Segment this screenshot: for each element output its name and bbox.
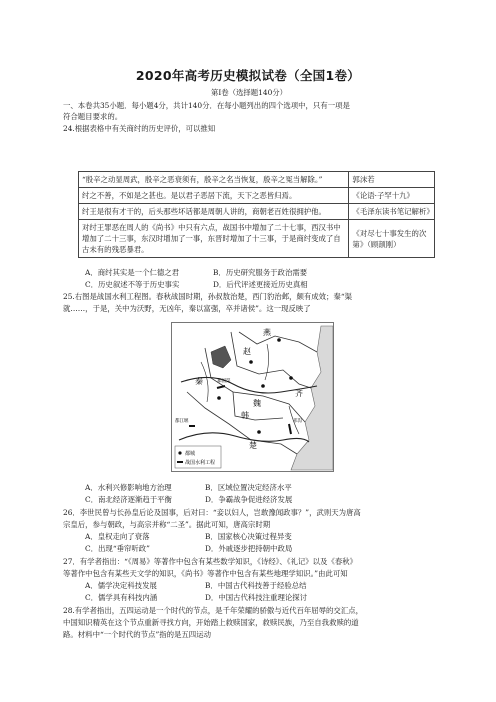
q28-line-2: 中国知识精英在这个节点重新寻找方向，开始踏上救赎国家，救赎民族，乃至自我救赎的道 (63, 618, 359, 627)
table-cell-source: 《毛泽东读书笔记解析》 (349, 204, 435, 220)
q26-line-1: 26．李世民曾与长孙皇后论及国事，后对曰：“妾以妇人，岂敢豫闻政事？”，武则天为唐高 (63, 508, 361, 517)
table-cell-source: 《论语·子罕十九》 (349, 188, 435, 204)
section-heading: 第Ⅰ卷（选择题140分） (210, 88, 288, 97)
q25-stem-line-1: 25.右图是战国水利工程图。春秋战国时期，孙叔敖治楚，西门豹治邺，颇有成效；秦“渠 (63, 292, 352, 301)
table-cell-source: 郭沫若 (349, 172, 435, 188)
q25-option-a: A．水利兴修影响地方治理 (85, 483, 172, 492)
q26-options-row-2 (85, 544, 292, 554)
q25-options-row-1 (85, 483, 292, 493)
q24-options-row-2 (85, 280, 308, 290)
map-label-yan: 燕 (263, 328, 271, 337)
q26-options-row-1 (85, 532, 292, 542)
warring-states-water-map (171, 322, 334, 472)
q27-options-row-2 (85, 593, 307, 603)
map-label-zhengguoqu: 郑国渠 (217, 379, 231, 384)
map-label-dujiangyan: 都江堰 (175, 419, 189, 424)
exam-title: 2020年高考历史模拟试卷（全国1卷） (135, 68, 361, 83)
q27-line-2: 等著作中包含有某些天文学的知识，《尚书》等著作中包含有某些地理学知识。”由此可知 (63, 569, 348, 578)
q26-line-2: 宗皇后，参与朝政，与高宗并称“二圣”。据此可知，唐高宗时期 (63, 520, 271, 529)
q26-option-a: A．皇权走向了衰落 (85, 532, 150, 541)
table-cell-text: “殷辛之动显周武，殷辛之恶衰须有，殷辛之名当恢复，殷辛之冤当解除。” (79, 172, 349, 188)
q24-table (78, 171, 435, 258)
q24-option-c: C．历史叙述不等于历史事实 (85, 280, 180, 289)
q25-options-row-2 (85, 495, 292, 505)
map-figure (171, 322, 334, 472)
legend-capital: 都城 (185, 451, 196, 457)
map-label-chu: 楚 (249, 441, 257, 450)
q27-option-a: A．儒学决定科技发展 (85, 581, 157, 590)
q24-stem: 24.根据表格中有关商纣的历史评价，可以推知 (63, 124, 216, 133)
q25-stem-line-2: 就……，于是，关中为沃野，无凶年，秦以富强，卒并诸侯”。这一现反映了 (63, 304, 311, 313)
table-row (79, 188, 435, 204)
table-row (79, 172, 435, 188)
map-label-hangou: 邗沟 (293, 419, 302, 424)
instructions-line-1: 一、本卷共35小题．每小题4分，共计140分．在每小题列出的四个选项中，只有一项是 (63, 101, 350, 110)
q24-options-row-1 (85, 268, 307, 278)
instructions-line-2: 符合题目要求的。 (63, 112, 123, 121)
q26-option-c: C．出现“垂帘听政” (85, 544, 150, 553)
table-cell-source: 《对尽七十事发生的次第》（顾颉刚） (349, 220, 435, 258)
map-label-qin: 秦 (195, 377, 203, 386)
q24-option-b: B．历史研究服务于政治需要 (213, 268, 308, 277)
map-label-han: 韩 (241, 411, 249, 420)
q27-options-row-1 (85, 581, 307, 591)
q26-option-d: D．外戚逐步把持朝中政局 (205, 544, 293, 553)
q24-option-d: D．后代评述更接近历史真相 (213, 280, 308, 289)
table-row (79, 220, 435, 258)
q24-option-a: A．商纣其实是一个仁德之君 (85, 268, 180, 277)
q28-line-1: 28.有学者指出，五四运动是一个时代的节点，是千年荣耀的骄傲与近代百年屈辱的交汇点， (63, 606, 363, 615)
q27-option-d: D．中国古代科技注重理论探讨 (205, 593, 308, 602)
table-cell-text: 纣之不善，不如是之甚也。是以君子恶居下流，天下之恶皆归焉。 (79, 188, 349, 204)
q26-option-b: B．国家核心决策过程异变 (205, 532, 292, 541)
table-row (79, 204, 435, 220)
table-cell-text: 对纣王罪恶在周人的《尚书》中只有六点，战国书中增加了二十七事，西汉书中增加了二十三事，东汉时增加了一事，东晋时增加了十三事，于是商纣变成了自古未有的残恶暴君。 (79, 220, 349, 258)
table-cell-text: 纣王是很有才干的，后头那些坏话都是周朝人讲的，商朝老百姓很拥护他。 (79, 204, 349, 220)
q27-option-c: C．儒学具有科技内涵 (85, 593, 158, 602)
q25-option-b: B．区域位置决定经济水平 (205, 483, 292, 492)
map-label-zhao: 赵 (243, 347, 251, 356)
map-label-wei: 魏 (253, 399, 261, 408)
q28-line-3: 路。材料中“一个时代的节点”指的是五四运动 (63, 630, 211, 639)
q25-option-c: C．南北经济逐渐趋于平衡 (85, 495, 172, 504)
map-label-qi: 齐 (295, 389, 303, 398)
q27-option-b: B．中国古代科技善于经验总结 (205, 581, 307, 590)
q25-option-d: D．争霸战争促进经济发展 (205, 495, 293, 504)
legend-water-project: 战国水利工程 (185, 460, 216, 466)
q27-line-1: 27．有学者指出：“《周易》等著作中包含有某些数学知识，《诗经》、《礼记》以及《春秋》 (63, 557, 358, 566)
